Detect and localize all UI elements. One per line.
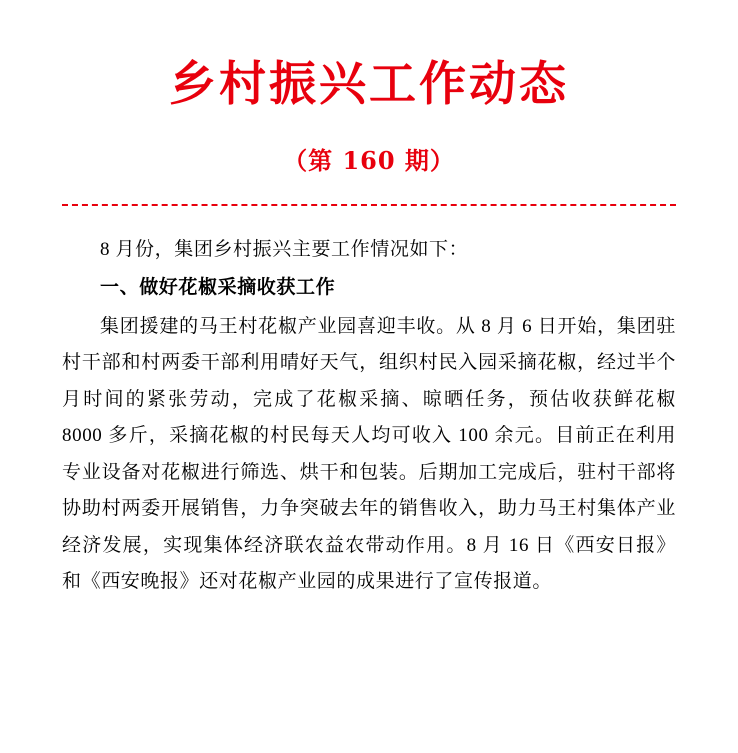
section-body-1: 集团援建的马王村花椒产业园喜迎丰收。从 8 月 6 日开始，集团驻村干部和村两委干部利用晴好天气，组织村民入园采摘花椒，经过半个月时间的紧张劳动，完成了花椒采摘、晾晒任务，预估收获鲜花椒 8000 多斤，采摘花椒的村民每天人均可收入 100 余元。目前正在利用专业设备对花椒进行筛选、烘干和包装。后期加工完成后，驻村干部将协助村两委开展销售，力争突破去年的销售收入，助力马王村集体产业经济发展，实现集体经济联农益农带动作用。8 月 16 日《西安日报》和《西安晚报》还对花椒产业园的成果进行了宣传报道。 [62,315,676,592]
intro-paragraph: 8 月份，集团乡村振兴主要工作情况如下： [100,238,469,260]
divider-wrapper [62,176,676,206]
page-title: 乡村振兴工作动态 [169,57,569,112]
section-heading-1: 一、做好花椒采摘收获工作 [100,277,336,299]
document-body [62,206,676,601]
issue-number: （第 160 期） [283,145,455,175]
